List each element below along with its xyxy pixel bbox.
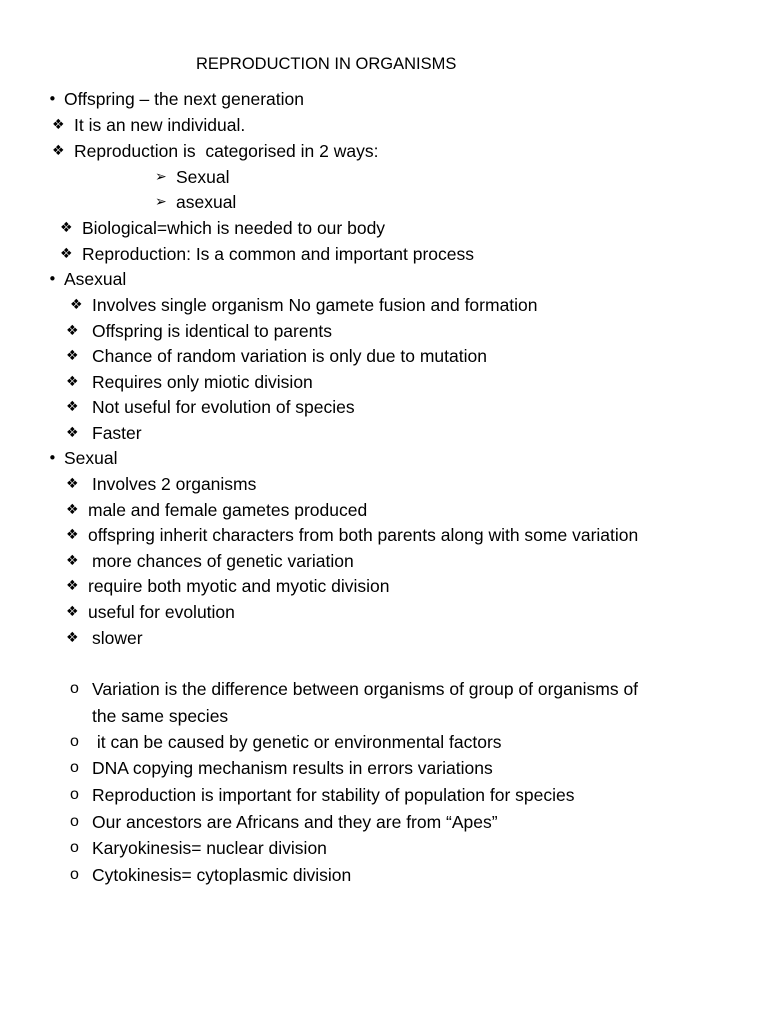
circle-bullet-marker: o xyxy=(70,786,79,803)
line-text: useful for evolution xyxy=(88,602,235,622)
line-text: male and female gametes produced xyxy=(88,500,368,520)
diamond-bullet-icon: ❖ xyxy=(66,323,79,339)
line-cytokinesis xyxy=(0,864,352,930)
line-text: Involves single organism No gamete fusion and formation xyxy=(92,295,538,315)
line-text: Offspring is identical to parents xyxy=(92,321,332,341)
arrow-bullet-icon: ➢ xyxy=(155,169,167,185)
line-text: Not useful for evolution of species xyxy=(92,397,355,417)
bullet-marker: • xyxy=(48,270,57,288)
line-text: Our ancestors are Africans and they are from “Apes” xyxy=(92,812,498,832)
diamond-bullet-icon: ❖ xyxy=(60,246,73,262)
diamond-bullet-icon: ❖ xyxy=(66,527,79,543)
diamond-bullet-icon: ❖ xyxy=(66,502,79,518)
circle-bullet-marker: o xyxy=(70,866,79,883)
line-text: offspring inherit characters from both parents along with some variation xyxy=(88,525,639,545)
line-text: the same species xyxy=(92,706,229,726)
circle-bullet-marker: o xyxy=(70,733,79,750)
line-text: Karyokinesis= nuclear division xyxy=(92,838,327,858)
line-text: slower xyxy=(92,628,143,648)
line-text: Involves 2 organisms xyxy=(92,474,257,494)
line-text: Reproduction is important for stability of population for species xyxy=(92,785,575,805)
line-text: Reproduction is categorised in 2 ways: xyxy=(74,141,379,161)
line-text: DNA copying mechanism results in errors variations xyxy=(92,758,493,778)
diamond-bullet-icon: ❖ xyxy=(66,348,79,364)
diamond-bullet-icon: ❖ xyxy=(66,630,79,646)
bullet-marker: • xyxy=(48,90,57,108)
line-text: Chance of random variation is only due to mutation xyxy=(92,346,487,366)
circle-bullet-marker: o xyxy=(70,813,79,830)
diamond-bullet-icon: ❖ xyxy=(66,604,79,620)
diamond-bullet-icon: ❖ xyxy=(66,374,79,390)
line-text: Requires only miotic division xyxy=(92,372,313,392)
diamond-bullet-icon: ❖ xyxy=(66,553,79,569)
line-text: Faster xyxy=(92,423,142,443)
diamond-bullet-icon: ❖ xyxy=(52,117,65,133)
line-text: it can be caused by genetic or environmental factors xyxy=(92,732,502,752)
page-title: REPRODUCTION IN ORGANISMS xyxy=(196,55,457,73)
line-text: Cytokinesis= cytoplasmic division xyxy=(92,865,352,885)
diamond-bullet-icon: ❖ xyxy=(66,476,79,492)
line-text: Biological=which is needed to our body xyxy=(82,218,386,238)
bullet-marker: • xyxy=(48,449,57,467)
line-text: Sexual xyxy=(176,167,230,187)
diamond-bullet-icon: ❖ xyxy=(60,220,73,236)
line-text: Asexual xyxy=(64,269,127,289)
line-text: Sexual xyxy=(64,448,118,468)
line-text: Variation is the difference between organisms of group of organisms of xyxy=(92,679,639,699)
diamond-bullet-icon: ❖ xyxy=(66,399,79,415)
line-text: It is an new individual. xyxy=(74,115,246,135)
line-text: Offspring – the next generation xyxy=(64,89,304,109)
circle-bullet-marker: o xyxy=(70,759,79,776)
line-text: Reproduction: Is a common and important process xyxy=(82,244,474,264)
line-text: require both myotic and myotic division xyxy=(88,576,390,596)
circle-bullet-marker: o xyxy=(70,839,79,856)
line-text: asexual xyxy=(176,192,237,212)
circle-bullet-marker: o xyxy=(70,680,79,697)
line-text: more chances of genetic variation xyxy=(92,551,354,571)
diamond-bullet-icon: ❖ xyxy=(52,143,65,159)
diamond-bullet-icon: ❖ xyxy=(66,425,79,441)
arrow-bullet-icon: ➢ xyxy=(155,194,167,210)
diamond-bullet-icon: ❖ xyxy=(70,297,83,313)
diamond-bullet-icon: ❖ xyxy=(66,578,79,594)
